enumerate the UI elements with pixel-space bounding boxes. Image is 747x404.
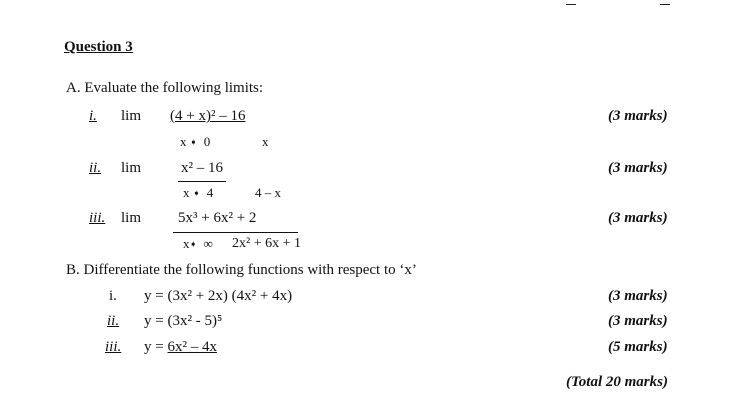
top-corner-left: [566, 0, 576, 5]
item-b3-fraction: 6x² – 4x: [167, 339, 217, 355]
total-marks: (Total 20 marks): [566, 374, 668, 390]
item-a1-var: x: [180, 134, 187, 149]
arrow-icon: ➧: [192, 188, 201, 198]
item-b1-expression: y = (3x² + 2x) (4x² + 4x): [144, 288, 293, 304]
item-a2-lim: lim: [121, 160, 142, 176]
item-a3-var: x: [183, 236, 190, 251]
item-a2-limit-subscript: [183, 185, 213, 201]
item-a2-marks: (3 marks): [608, 160, 668, 176]
item-a1-to: 0: [203, 134, 211, 149]
item-a1-number: i.: [89, 108, 97, 124]
item-b2-number: ii.: [107, 313, 120, 329]
item-b1-marks: (3 marks): [608, 288, 668, 304]
item-a2-var: x: [183, 185, 190, 200]
item-a2-denominator: 4 – x: [255, 185, 281, 200]
item-a3-marks: (3 marks): [608, 210, 668, 226]
item-a3-fraction-bar: [173, 232, 298, 233]
item-a1-limit-subscript: [180, 134, 210, 150]
top-corner-right: [660, 0, 670, 5]
item-a3-number: iii.: [89, 210, 106, 226]
item-b3-expression: [144, 339, 217, 356]
arrow-icon: ➧: [189, 137, 198, 147]
item-b2-marks: (3 marks): [608, 313, 668, 329]
item-a3-numerator: 5x³ + 6x² + 2: [178, 210, 257, 226]
item-a1-denominator: x: [262, 134, 269, 149]
section-b-heading: B. Differentiate the following functions with respect to ‘x’: [66, 262, 417, 278]
item-a3-lim: lim: [121, 210, 142, 226]
section-a-heading: A. Evaluate the following limits:: [66, 80, 264, 96]
question-title: Question 3: [64, 39, 133, 55]
item-a1-marks: (3 marks): [608, 108, 668, 124]
item-b3-marks: (5 marks): [608, 339, 668, 355]
item-b3-number: iii.: [105, 339, 122, 355]
item-a1-numerator: (4 + x)² – 16: [170, 108, 246, 124]
item-a2-fraction-bar: [178, 181, 226, 182]
item-a3-limit-subscript: [183, 236, 213, 252]
item-b3-prefix: y =: [144, 339, 168, 355]
item-b1-number: i.: [109, 288, 117, 304]
item-a1-lim: lim: [121, 108, 142, 124]
item-a2-number: ii.: [89, 160, 102, 176]
item-a2-numerator: x² – 16: [181, 160, 223, 176]
item-b2-expression: y = (3x² - 5)⁵: [144, 313, 223, 329]
arrow-icon: ➧: [189, 239, 198, 249]
item-a3-to: ∞: [203, 236, 213, 251]
item-a3-denominator: 2x² + 6x + 1: [232, 236, 301, 251]
item-a2-to: 4: [206, 185, 214, 200]
